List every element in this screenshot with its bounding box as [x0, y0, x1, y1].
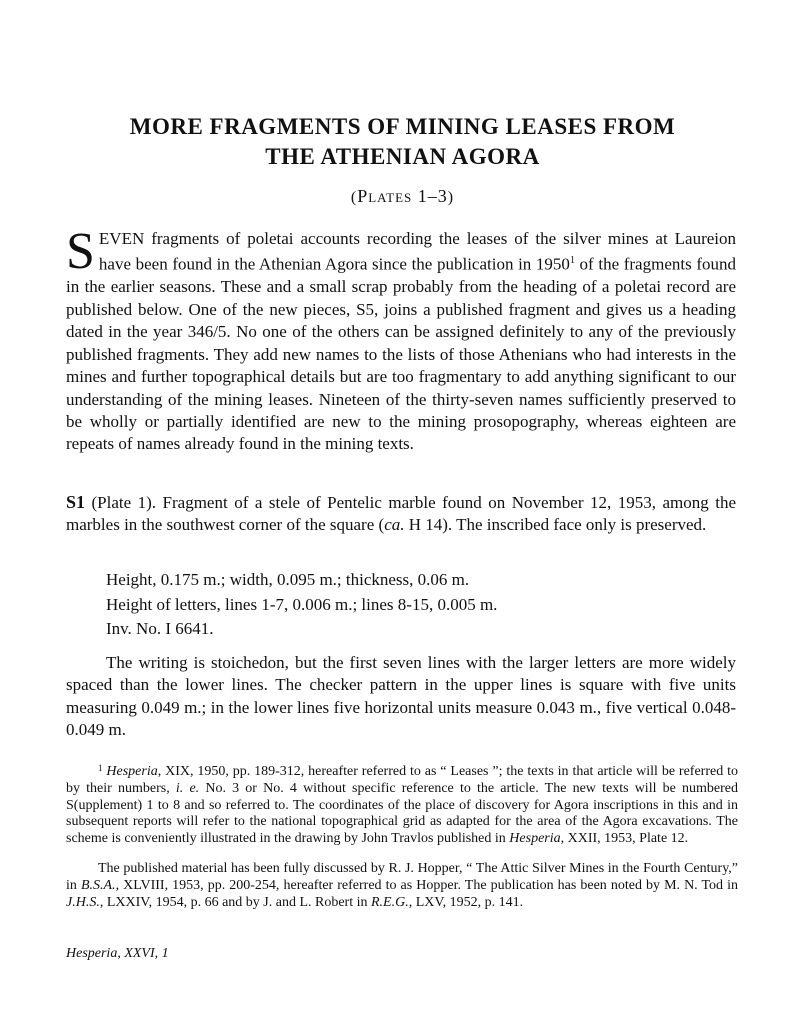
- plates-label: Plates 1–3: [357, 186, 448, 206]
- plates-open-paren: (: [350, 189, 358, 206]
- footnote-1-hesperia: Hesperia: [106, 764, 158, 779]
- intro-lead: EVEN fragments of poletai accounts recording the leases of the silver mines at Laureion have been found in the Athenian Agora since the publication in 1950: [98, 229, 736, 275]
- drop-cap: S: [66, 223, 95, 280]
- entry-s1-description: The writing is stoichedon, but the first seven lines with the larger letters are more widely spaced than the lower lines. The checker pattern in the upper lines is square with five units measuring 0.049 m.; in the lower lines five horizontal units measure 0.043 m., five vertical 0.048-0.049 m.: [66, 653, 736, 740]
- inventory-number: Inv. No. I 6641.: [106, 619, 214, 638]
- footnote-1-text-c: , XXII, 1953, Plate 12.: [560, 831, 689, 847]
- footnote-2-text-b: , XLVIII, 1953, pp. 200-254, hereafter referred to as Hopper. The publication has been noted by M. N. Tod in: [115, 877, 739, 893]
- measurement-dimensions: Height, 0.175 m.; width, 0.095 m.; thickness, 0.06 m.: [106, 570, 470, 589]
- article-title-line-2: THE ATHENIAN AGORA: [265, 144, 540, 169]
- footnote-1: [66, 760, 738, 848]
- footnote-2-bsa: B.S.A.: [80, 877, 116, 893]
- footnote-1-text-b: No. 3 or No. 4 without specific reference to the article. The new texts will be numbered S(upplement) 1 to 8 and so referred to. The coordinates of the place of discovery for Agora inscriptions in this and in subsequent reports will refer to the national topographical grid as adapted for the area of the Agora excavations. The scheme is conveniently illustrated in the drawing by John Travlos published in: [66, 780, 739, 847]
- footnote-1-continued: [66, 861, 738, 911]
- footnote-2-reg: R.E.G.: [371, 894, 409, 910]
- article-title-line-1: MORE FRAGMENTS OF MINING LEASES FROM: [129, 114, 676, 139]
- entry-s1-text-b: H 14). The inscribed face only is preserved.: [404, 515, 707, 535]
- footnote-2-text-d: , LXV, 1952, p. 141.: [408, 894, 524, 910]
- entry-label-s1: S1: [66, 492, 86, 512]
- plates-reference: [60, 186, 745, 207]
- entry-s1-heading: [66, 491, 736, 537]
- footnote-2-jhs: J.H.S.: [66, 894, 100, 910]
- footnote-1-ie: i. e.: [175, 780, 200, 796]
- entry-s1-ca: ca.: [384, 515, 405, 535]
- entry-s1-text-a: (Plate 1). Fragment of a stele of Pentelic marble found on November 12, 1953, among the marbles in the southwest corner of the square (: [66, 493, 736, 535]
- footnote-ref-1[interactable]: 1: [569, 255, 575, 267]
- footnote-1-mark: 1: [98, 763, 103, 773]
- intro-body: of the fragments found in the earlier seasons. These and a small scrap probably from the heading of a poletai record are published below. One of the new pieces, S5, joins a published fragment and gives us a heading dated in the year 346/5. No one of the others can be assigned definitely to any of the previously published fragments. They add new names to the lists of those Athenians who had interests in the mines and further topographical details but are too fragmentary to add anything significant to our understanding of the mining leases. Nineteen of the thirty-seven names sufficiently preserved to be wholly or partially identified are new to the mining prosopography, whereas eighteen are repeats of names already found in the mining texts.: [66, 255, 736, 454]
- plates-close-paren: ): [447, 189, 455, 206]
- footnote-1-hesperia-2: Hesperia: [509, 831, 561, 847]
- journal-footer: Hesperia, XXVI, 1: [66, 946, 169, 961]
- footnote-2-text-c: , LXXIV, 1954, p. 66 and by J. and L. Robert in: [99, 894, 371, 910]
- intro-paragraph: [66, 223, 736, 456]
- footnote-1-text-a: , XIX, 1950, pp. 189-312, hereafter referred to as “ Leases ”; the texts in that article will be referred to by their numbers,: [66, 764, 738, 796]
- measurement-letter-height: Height of letters, lines 1-7, 0.006 m.; lines 8-15, 0.005 m.: [106, 595, 498, 614]
- footnote-2-text-a: The published material has been fully discussed by R. J. Hopper, “ The Attic Silver Mines in the Fourth Century,” in: [66, 861, 738, 893]
